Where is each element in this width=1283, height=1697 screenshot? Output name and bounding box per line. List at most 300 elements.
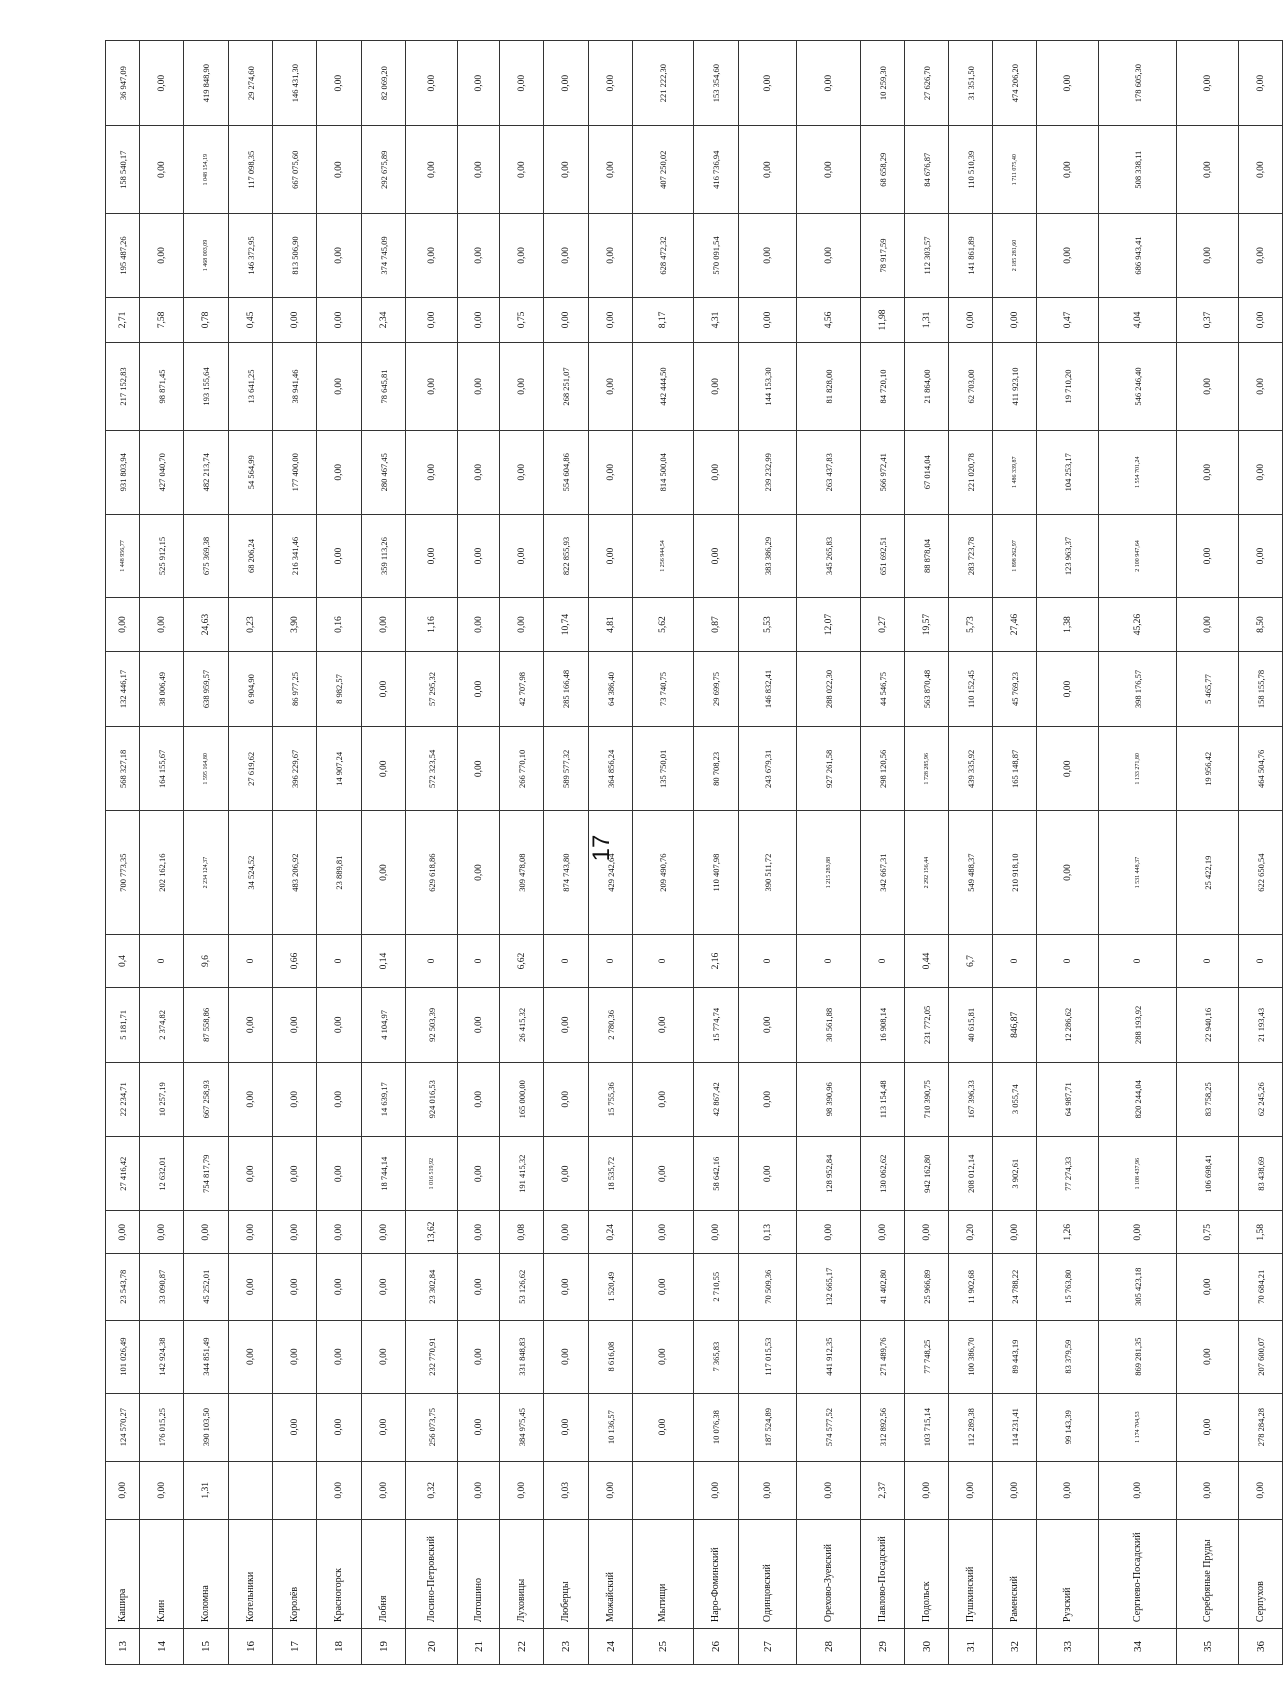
cell-value: 112 303,57 [905, 214, 949, 298]
cell-value: 0,00 [406, 297, 458, 342]
row-number: 25 [633, 1629, 694, 1665]
municipality-name: Мытищи [633, 1520, 694, 1629]
cell-value: 0,00 [633, 1137, 694, 1211]
cell-value: 374 745,09 [362, 214, 406, 298]
table-row [633, 41, 694, 1665]
cell-value: 2 234 124,37 [184, 811, 229, 935]
cell-value: 0,00 [589, 214, 633, 298]
cell-value: 1 174 704,53 [1099, 1393, 1177, 1461]
cell-value: 80 708,23 [694, 727, 739, 811]
cell-value: 146 372,95 [229, 214, 273, 298]
cell-value: 525 912,15 [140, 514, 184, 598]
cell-value: 0,08 [500, 1211, 544, 1254]
cell-value: 1 468 003,09 [184, 214, 229, 298]
cell-value: 2 292 156,44 [905, 811, 949, 935]
cell-value: 0,00 [694, 430, 739, 514]
cell-value: 0,00 [544, 297, 589, 342]
cell-value: 628 472,32 [633, 214, 694, 298]
cell-value: 288 022,30 [797, 651, 861, 727]
cell-value: 924 016,53 [406, 1062, 458, 1136]
cell-value: 0,00 [694, 1211, 739, 1254]
cell-value: 568 327,18 [106, 727, 140, 811]
cell-value: 0,00 [1037, 727, 1099, 811]
cell-value: 429 242,64 [589, 811, 633, 935]
cell-value: 390 511,72 [739, 811, 797, 935]
cell-value: 0,00 [1177, 430, 1239, 514]
cell-value: 0,00 [458, 126, 500, 214]
cell-value [229, 1461, 273, 1520]
cell-value: 0,00 [694, 343, 739, 431]
cell-value: 0,00 [229, 1137, 273, 1211]
cell-value: 416 736,94 [694, 126, 739, 214]
cell-value: 167 396,33 [949, 1062, 993, 1136]
cell-value: 638 959,57 [184, 651, 229, 727]
cell-value: 86 977,25 [273, 651, 317, 727]
cell-value: 0,00 [362, 1461, 406, 1520]
cell-value: 5 181,71 [106, 988, 140, 1062]
municipality-name: Королёв [273, 1520, 317, 1629]
cell-value: 364 856,24 [589, 727, 633, 811]
cell-value: 0,00 [500, 1461, 544, 1520]
cell-value: 1,38 [1037, 598, 1099, 651]
cell-value: 0,00 [106, 1211, 140, 1254]
cell-value: 0,00 [273, 988, 317, 1062]
cell-value: 710 390,75 [905, 1062, 949, 1136]
cell-value: 1 048 154,19 [184, 126, 229, 214]
cell-value: 27 416,42 [106, 1137, 140, 1211]
cell-value: 1,31 [905, 297, 949, 342]
cell-value: 0,00 [317, 343, 362, 431]
municipality-name: Сергиево-Посадский [1099, 1520, 1177, 1629]
municipality-name: Луховицы [500, 1520, 544, 1629]
cell-value: 549 488,37 [949, 811, 993, 935]
table-row [273, 41, 317, 1665]
cell-value: 103 715,14 [905, 1393, 949, 1461]
cell-value: 0,27 [861, 598, 905, 651]
row-number: 23 [544, 1629, 589, 1665]
table-row [1239, 41, 1283, 1665]
cell-value: 622 650,54 [1239, 811, 1283, 935]
cell-value: 0,00 [317, 1137, 362, 1211]
cell-value: 0,00 [140, 598, 184, 651]
row-number: 18 [317, 1629, 362, 1665]
cell-value: 0,00 [694, 1461, 739, 1520]
cell-value: 0,00 [1239, 214, 1283, 298]
cell-value: 18 535,72 [589, 1137, 633, 1211]
cell-value: 0,14 [362, 934, 406, 987]
cell-value: 3,90 [273, 598, 317, 651]
cell-value: 0,03 [544, 1461, 589, 1520]
cell-value: 0,00 [1177, 1393, 1239, 1461]
cell-value: 18 744,14 [362, 1137, 406, 1211]
cell-value: 288 193,92 [1099, 988, 1177, 1062]
cell-value: 7 365,83 [694, 1320, 739, 1393]
cell-value: 0,00 [544, 1211, 589, 1254]
cell-value: 22 234,71 [106, 1062, 140, 1136]
cell-value: 0,00 [1239, 126, 1283, 214]
cell-value: 0,00 [544, 41, 589, 126]
cell-value: 0,00 [1239, 343, 1283, 431]
cell-value: 2 100 947,64 [1099, 514, 1177, 598]
cell-value: 686 943,41 [1099, 214, 1177, 298]
cell-value: 0,00 [317, 1393, 362, 1461]
cell-value: 0,00 [458, 1393, 500, 1461]
cell-value: 0,00 [317, 297, 362, 342]
cell-value: 41 402,80 [861, 1254, 905, 1321]
cell-value: 87 558,86 [184, 988, 229, 1062]
cell-value: 1,58 [1239, 1211, 1283, 1254]
cell-value: 0,45 [229, 297, 273, 342]
cell-value: 209 490,76 [633, 811, 694, 935]
cell-value: 441 912,35 [797, 1320, 861, 1393]
cell-value: 98 390,96 [797, 1062, 861, 1136]
cell-value: 98 871,45 [140, 343, 184, 431]
cell-value: 0,00 [317, 1461, 362, 1520]
cell-value: 359 113,26 [362, 514, 406, 598]
cell-value: 0,00 [633, 1254, 694, 1321]
cell-value: 312 892,56 [861, 1393, 905, 1461]
row-number: 19 [362, 1629, 406, 1665]
cell-value: 0,00 [273, 1137, 317, 1211]
cell-value: 45,26 [1099, 598, 1177, 651]
cell-value: 11,98 [861, 297, 905, 342]
cell-value: 110 510,39 [949, 126, 993, 214]
cell-value: 0,00 [500, 598, 544, 651]
table-row [458, 41, 500, 1665]
cell-value: 0,00 [273, 1062, 317, 1136]
cell-value: 0,00 [458, 1254, 500, 1321]
cell-value: 0,23 [229, 598, 273, 651]
cell-value: 4,81 [589, 598, 633, 651]
cell-value: 0,00 [317, 430, 362, 514]
cell-value: 0,00 [458, 727, 500, 811]
table-viewport [105, 40, 1267, 1665]
cell-value: 383 386,29 [739, 514, 797, 598]
cell-value: 283 723,78 [949, 514, 993, 598]
cell-value: 68 658,29 [861, 126, 905, 214]
cell-value: 84 676,87 [905, 126, 949, 214]
municipality-name: Павлово-Посадский [861, 1520, 905, 1629]
cell-value: 0 [1037, 934, 1099, 987]
cell-value: 0,00 [500, 514, 544, 598]
cell-value: 243 679,31 [739, 727, 797, 811]
cell-value: 813 506,90 [273, 214, 317, 298]
cell-value: 268 251,07 [544, 343, 589, 431]
row-number: 35 [1177, 1629, 1239, 1665]
cell-value: 0,00 [273, 1320, 317, 1393]
cell-value: 0,00 [1177, 1320, 1239, 1393]
cell-value: 0,00 [140, 126, 184, 214]
cell-value: 83 379,59 [1037, 1320, 1099, 1393]
cell-value: 0,00 [362, 1254, 406, 1321]
cell-value: 0 [229, 934, 273, 987]
cell-value: 0,00 [1239, 41, 1283, 126]
cell-value: 411 923,10 [993, 343, 1037, 431]
cell-value: 345 265,83 [797, 514, 861, 598]
cell-value: 38 006,49 [140, 651, 184, 727]
cell-value: 178 605,30 [1099, 41, 1177, 126]
cell-value: 439 335,92 [949, 727, 993, 811]
cell-value: 25 422,19 [1177, 811, 1239, 935]
cell-value: 0,00 [949, 1461, 993, 1520]
cell-value: 0,00 [905, 1461, 949, 1520]
cell-value: 566 972,41 [861, 430, 905, 514]
cell-value: 0,00 [1099, 1211, 1177, 1254]
cell-value: 4,56 [797, 297, 861, 342]
cell-value: 77 274,33 [1037, 1137, 1099, 1211]
table-row [106, 41, 140, 1665]
row-number: 36 [1239, 1629, 1283, 1665]
cell-value: 927 261,58 [797, 727, 861, 811]
cell-value: 202 162,16 [140, 811, 184, 935]
cell-value: 2,71 [106, 297, 140, 342]
cell-value: 0 [739, 934, 797, 987]
cell-value: 464 504,76 [1239, 727, 1283, 811]
cell-value: 574 577,52 [797, 1393, 861, 1461]
cell-value: 1 256 944,54 [633, 514, 694, 598]
cell-value: 57 295,32 [406, 651, 458, 727]
cell-value: 931 803,94 [106, 430, 140, 514]
table-row [362, 41, 406, 1665]
cell-value: 0,00 [184, 1211, 229, 1254]
cell-value: 0,00 [589, 41, 633, 126]
cell-value: 0,00 [229, 1211, 273, 1254]
cell-value: 30 561,88 [797, 988, 861, 1062]
cell-value: 0,00 [739, 1461, 797, 1520]
cell-value: 0,00 [458, 41, 500, 126]
cell-value: 144 153,30 [739, 343, 797, 431]
cell-value: 146 431,30 [273, 41, 317, 126]
cell-value: 0,00 [633, 988, 694, 1062]
cell-value: 0 [861, 934, 905, 987]
cell-value: 2 780,36 [589, 988, 633, 1062]
cell-value: 0,00 [589, 126, 633, 214]
cell-value: 0,00 [229, 1062, 273, 1136]
cell-value: 42 707,98 [500, 651, 544, 727]
cell-value: 1 711 075,40 [993, 126, 1037, 214]
cell-value: 100 386,70 [949, 1320, 993, 1393]
cell-value: 73 740,75 [633, 651, 694, 727]
cell-value: 0,00 [458, 598, 500, 651]
municipality-name: Лосино-Петровский [406, 1520, 458, 1629]
cell-value: 0,00 [861, 1211, 905, 1254]
cell-value: 629 618,86 [406, 811, 458, 935]
cell-value: 34 524,52 [229, 811, 273, 935]
cell-value: 106 698,41 [1177, 1137, 1239, 1211]
cell-value: 27 619,62 [229, 727, 273, 811]
row-number: 32 [993, 1629, 1037, 1665]
cell-value: 132 665,17 [797, 1254, 861, 1321]
municipality-name: Орехово-Зуевский [797, 1520, 861, 1629]
cell-value: 0,00 [362, 1211, 406, 1254]
cell-value: 217 152,83 [106, 343, 140, 431]
cell-value: 305 423,18 [1099, 1254, 1177, 1321]
cell-value: 64 386,40 [589, 651, 633, 727]
cell-value: 0,32 [406, 1461, 458, 1520]
cell-value: 67 014,04 [905, 430, 949, 514]
cell-value: 176 015,25 [140, 1393, 184, 1461]
cell-value: 8 982,57 [317, 651, 362, 727]
cell-value: 99 143,39 [1037, 1393, 1099, 1461]
cell-value: 0,00 [458, 811, 500, 935]
cell-value: 232 770,91 [406, 1320, 458, 1393]
cell-value: 2,16 [694, 934, 739, 987]
cell-value: 0,00 [589, 297, 633, 342]
cell-value: 12 286,62 [1037, 988, 1099, 1062]
cell-value: 0,20 [949, 1211, 993, 1254]
table-row [1037, 41, 1099, 1665]
municipality-name: Серебряные Пруды [1177, 1520, 1239, 1629]
cell-value: 0,00 [797, 1211, 861, 1254]
municipality-name: Раменский [993, 1520, 1037, 1629]
cell-value: 427 040,70 [140, 430, 184, 514]
cell-value: 398 176,57 [1099, 651, 1177, 727]
row-number: 26 [694, 1629, 739, 1665]
table-row [993, 41, 1037, 1665]
cell-value: 12 632,01 [140, 1137, 184, 1211]
cell-value: 142 924,38 [140, 1320, 184, 1393]
cell-value: 0,00 [273, 1254, 317, 1321]
cell-value: 0,00 [633, 1393, 694, 1461]
cell-value: 0,00 [739, 1062, 797, 1136]
cell-value: 0,00 [797, 214, 861, 298]
table-row [589, 41, 633, 1665]
municipality-name: Лотошино [458, 1520, 500, 1629]
cell-value: 0,00 [544, 1062, 589, 1136]
cell-value: 263 437,83 [797, 430, 861, 514]
cell-value: 112 289,38 [949, 1393, 993, 1461]
cell-value: 508 338,11 [1099, 126, 1177, 214]
cell-value [273, 1461, 317, 1520]
municipality-name: Пушкинский [949, 1520, 993, 1629]
cell-value: 0,00 [739, 214, 797, 298]
cell-value: 0,00 [406, 343, 458, 431]
cell-value: 0,00 [273, 1211, 317, 1254]
cell-value: 0,00 [739, 41, 797, 126]
cell-value: 158 155,78 [1239, 651, 1283, 727]
cell-value: 0,00 [993, 297, 1037, 342]
municipality-name: Можайский [589, 1520, 633, 1629]
cell-value: 10,74 [544, 598, 589, 651]
cell-value: 4 104,97 [362, 988, 406, 1062]
cell-value: 0,24 [589, 1211, 633, 1254]
cell-value: 19,57 [905, 598, 949, 651]
row-number: 28 [797, 1629, 861, 1665]
cell-value: 874 743,80 [544, 811, 589, 935]
cell-value: 0,00 [500, 430, 544, 514]
cell-value: 1,16 [406, 598, 458, 651]
cell-value: 0,00 [589, 430, 633, 514]
table-row [500, 41, 544, 1665]
cell-value: 78 645,81 [362, 343, 406, 431]
cell-value: 12,07 [797, 598, 861, 651]
cell-value: 0,66 [273, 934, 317, 987]
cell-value: 419 848,90 [184, 41, 229, 126]
municipality-name: Лобня [362, 1520, 406, 1629]
cell-value: 0,00 [949, 297, 993, 342]
table-row [317, 41, 362, 1665]
cell-value: 0 [317, 934, 362, 987]
cell-value: 146 832,41 [739, 651, 797, 727]
cell-value: 78 917,59 [861, 214, 905, 298]
cell-value: 407 250,02 [633, 126, 694, 214]
cell-value: 10 136,57 [589, 1393, 633, 1461]
cell-value: 820 244,04 [1099, 1062, 1177, 1136]
cell-value: 0,00 [317, 514, 362, 598]
municipality-name: Наро-Фоминский [694, 1520, 739, 1629]
municipality-name: Кашира [106, 1520, 140, 1629]
cell-value: 1 531 448,37 [1099, 811, 1177, 935]
cell-value: 54 564,99 [229, 430, 273, 514]
cell-value: 0,00 [739, 1137, 797, 1211]
cell-value: 0,4 [106, 934, 140, 987]
cell-value: 0,00 [362, 1393, 406, 1461]
cell-value: 2 710,55 [694, 1254, 739, 1321]
cell-value: 442 444,50 [633, 343, 694, 431]
cell-value: 165 148,87 [993, 727, 1037, 811]
cell-value: 0,00 [544, 1320, 589, 1393]
table-row [1177, 41, 1239, 1665]
cell-value: 814 500,04 [633, 430, 694, 514]
cell-value: 117 015,53 [739, 1320, 797, 1393]
cell-value: 21 193,43 [1239, 988, 1283, 1062]
cell-value: 26 415,32 [500, 988, 544, 1062]
cell-value: 1 486 339,87 [993, 430, 1037, 514]
cell-value: 0,00 [458, 651, 500, 727]
cell-value: 15 755,36 [589, 1062, 633, 1136]
cell-value: 0,00 [140, 214, 184, 298]
cell-value: 62 245,26 [1239, 1062, 1283, 1136]
cell-value: 1 520,49 [589, 1254, 633, 1321]
cell-value: 675 369,38 [184, 514, 229, 598]
cell-value: 38 941,46 [273, 343, 317, 431]
cell-value: 10 076,38 [694, 1393, 739, 1461]
cell-value: 0,00 [544, 1137, 589, 1211]
cell-value: 2,34 [362, 297, 406, 342]
cell-value: 0,00 [458, 297, 500, 342]
cell-value: 1,31 [184, 1461, 229, 1520]
cell-value: 31 351,50 [949, 41, 993, 126]
table-row [184, 41, 229, 1665]
cell-value: 0,00 [633, 1062, 694, 1136]
cell-value: 1 016 519,92 [406, 1137, 458, 1211]
cell-value: 0,00 [739, 297, 797, 342]
cell-value: 4,31 [694, 297, 739, 342]
row-number: 16 [229, 1629, 273, 1665]
cell-value: 0,00 [106, 1461, 140, 1520]
table-row [694, 41, 739, 1665]
cell-value: 216 341,46 [273, 514, 317, 598]
cell-value: 40 615,81 [949, 988, 993, 1062]
cell-value: 0,00 [589, 1461, 633, 1520]
cell-value: 482 213,74 [184, 430, 229, 514]
municipality-name: Подольск [905, 1520, 949, 1629]
cell-value: 1 215 283,88 [797, 811, 861, 935]
cell-value: 869 281,35 [1099, 1320, 1177, 1393]
cell-value: 0,00 [458, 214, 500, 298]
cell-value: 6 904,90 [229, 651, 273, 727]
financing-table [105, 40, 1283, 1665]
cell-value: 0,00 [544, 1254, 589, 1321]
cell-value: 0,00 [739, 126, 797, 214]
municipality-name: Серпухов [1239, 1520, 1283, 1629]
cell-value: 0,00 [317, 1062, 362, 1136]
cell-value: 0 [993, 934, 1037, 987]
cell-value: 0,00 [500, 214, 544, 298]
cell-value: 331 848,83 [500, 1320, 544, 1393]
cell-value: 45 252,01 [184, 1254, 229, 1321]
table-row [229, 41, 273, 1665]
